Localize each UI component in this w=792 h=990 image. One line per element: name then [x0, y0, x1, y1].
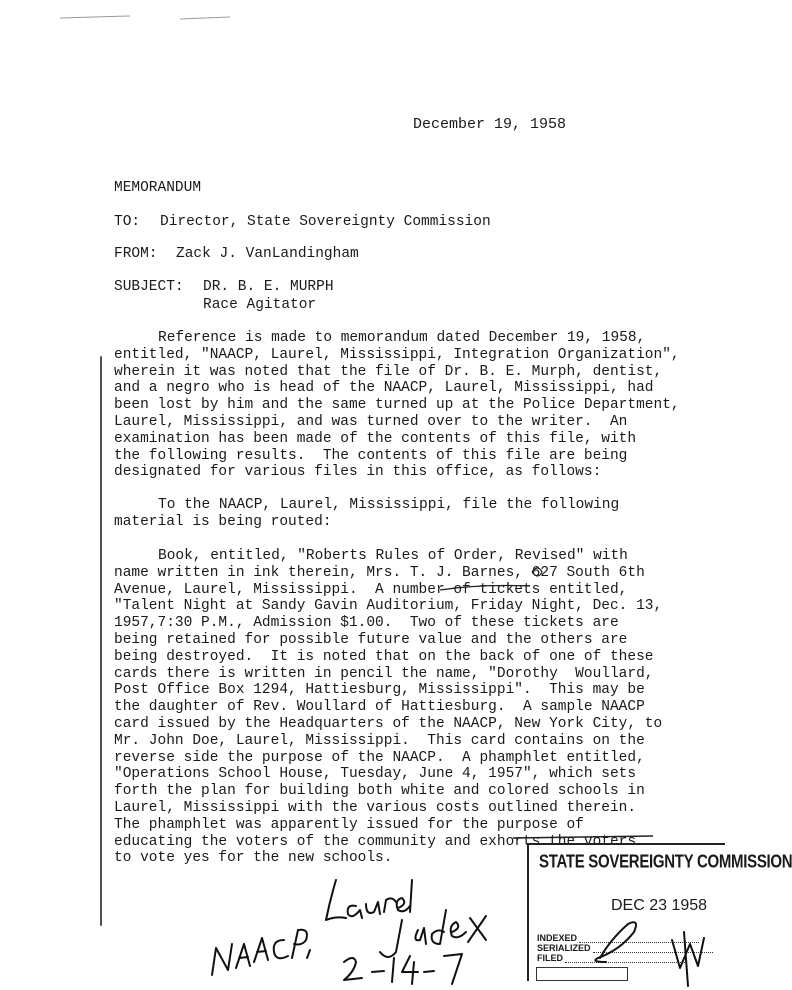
paragraph-line: the following results. The contents of this file are being	[114, 447, 628, 464]
paragraph-line: educating the voters of the community and exhorts the voters	[114, 833, 637, 850]
paragraph-line: 1957,7:30 P.M., Admission $1.00. Two of these tickets are	[114, 615, 619, 632]
memo-date: December 19, 1958	[413, 116, 567, 133]
subject-label: SUBJECT:	[114, 279, 184, 295]
stamp-indexed-label: INDEXED	[537, 933, 578, 943]
paragraph-line: Book, entitled, "Roberts Rules of Order, Revised" with	[158, 548, 628, 564]
paragraph-line: being retained for possible future value and the others are	[114, 631, 628, 648]
paragraph-line: Laurel, Mississippi with the various costs outlined therein.	[114, 799, 637, 816]
paragraph-line: being destroyed. It is noted that on the back of one of these	[114, 648, 654, 665]
paragraph-line: forth the plan for building both white and colored schools in	[114, 783, 645, 800]
stamp-date: DEC 23 1958	[611, 897, 708, 914]
paragraph-line: "Operations School House, Tuesday, June 4, 1957", which sets	[114, 766, 637, 783]
subject-line-2: Race Agitator	[203, 297, 317, 313]
stamp-title: STATE SOVEREIGNTY COMMISSION	[539, 851, 792, 873]
paragraph-line: to vote yes for the new schools.	[114, 850, 393, 867]
paragraph-line: To the NAACP, Laurel, Mississippi, file the following	[158, 497, 620, 513]
paragraph-line: Reference is made to memorandum dated December 19, 1958,	[158, 330, 646, 346]
subject-line-1: DR. B. E. MURPH	[203, 279, 334, 295]
stamp-serialized-label: SERIALIZED	[537, 943, 591, 953]
stamp-filed-label: FILED	[537, 953, 563, 963]
paragraph-line: Avenue, Laurel, Mississippi. A number of tickets entitled,	[114, 581, 628, 598]
paragraph-line: and a negro who is head of the NAACP, Laurel, Mississippi, had	[114, 380, 654, 397]
paragraph-line: cards there is written in pencil the name, "Dorothy Woullard,	[114, 665, 654, 682]
paragraph-line: material is being routed:	[114, 513, 332, 530]
paragraph-line: Mr. John Doe, Laurel, Mississippi. This card contains on the	[114, 732, 645, 749]
paragraph-line: entitled, "NAACP, Laurel, Mississippi, Integration Organization",	[114, 346, 680, 363]
paragraph-line: examination has been made of the contents of this file, with	[114, 430, 637, 447]
paragraph-line: Post Office Box 1294, Hattiesburg, Mississippi". This may be	[114, 682, 645, 699]
paragraph-line: the daughter of Rev. Woullard of Hattiesburg. A sample NAACP	[114, 699, 645, 716]
paragraph-line: name written in ink therein, Mrs. T. J. Barnes, 627 South 6th	[114, 564, 645, 581]
memo-title: MEMORANDUM	[114, 180, 202, 196]
to-label: TO:	[114, 214, 141, 230]
to-value: Director, State Sovereignty Commission	[160, 214, 491, 230]
from-label: FROM:	[114, 246, 158, 262]
paragraph-line: Laurel, Mississippi, and was turned over to the writer. An	[114, 413, 628, 430]
paragraph-line: wherein it was noted that the file of Dr. B. E. Murph, dentist,	[114, 363, 663, 380]
paragraph-line: designated for various files in this office, as follows:	[114, 464, 602, 481]
paragraph-line: "Talent Night at Sandy Gavin Auditorium, Friday Night, Dec. 13,	[114, 598, 663, 615]
paragraph-line: The phamphlet was apparently issued for the purpose of	[114, 816, 584, 833]
from-value: Zack J. VanLandingham	[176, 246, 359, 262]
paragraph-line: card issued by the Headquarters of the NAACP, New York City, to	[114, 715, 663, 732]
paragraph-line: been lost by him and the same turned up at the Police Department,	[114, 397, 680, 414]
paragraph-line: reverse side the purpose of the NAACP. A phamphlet entitled,	[114, 749, 645, 766]
